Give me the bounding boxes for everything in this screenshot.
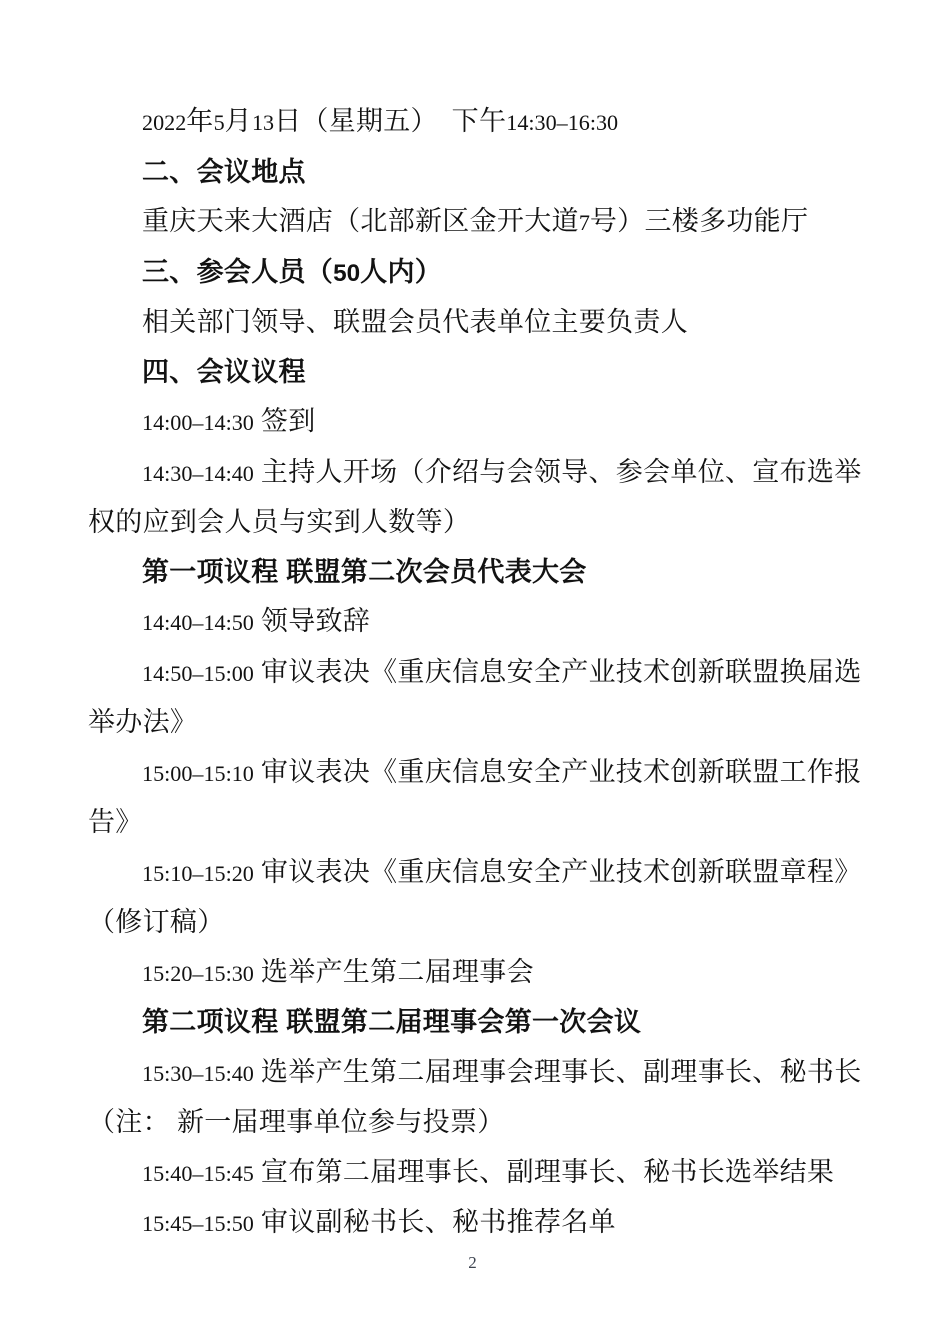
document-line: 14:50–15:00 审议表决《重庆信息安全产业技术创新联盟换届选 <box>142 656 862 687</box>
latin-text: 15:00–15:10 <box>142 760 254 786</box>
latin-text: 2022 <box>142 110 187 135</box>
document-line: 2022年5月13日（星期五） 下午14:30–16:30 <box>142 106 619 136</box>
latin-text: 50 <box>333 259 361 287</box>
document-content <box>88 97 878 1249</box>
document-line: 举办法》 <box>88 707 198 737</box>
document-line: 15:45–15:50 审议副秘书长、秘书推荐名单 <box>142 1207 616 1237</box>
latin-text: 14:30–16:30 <box>506 110 619 135</box>
document-line: 告》 <box>88 807 143 837</box>
latin-text: 14:40–14:50 <box>142 610 254 635</box>
latin-text: 15:40–15:45 <box>142 1160 254 1186</box>
document-line: 15:10–15:20 审议表决《重庆信息安全产业技术创新联盟章程》 <box>142 856 862 887</box>
section-heading: 三、参会人员（50人内） <box>142 256 443 287</box>
latin-text: 7 <box>578 210 590 235</box>
document-line: 15:00–15:10 审议表决《重庆信息安全产业技术创新联盟工作报 <box>142 756 862 787</box>
document-line: 14:30–14:40 主持人开场（介绍与会领导、参会单位、宣布选举 <box>142 456 862 487</box>
document-line: （修订稿） <box>88 907 225 937</box>
document-line: （注： 新一届理事单位参与投票） <box>88 1107 505 1137</box>
document-line: 重庆天来大酒店（北部新区金开大道7号）三楼多功能厅 <box>142 206 809 236</box>
document-line: 15:40–15:45 宣布第二届理事长、副理事长、秘书长选举结果 <box>142 1156 835 1187</box>
section-heading: 第二项议程 联盟第二届理事会第一次会议 <box>142 1007 642 1037</box>
latin-text: 13 <box>251 110 275 135</box>
latin-text: 15:20–15:30 <box>142 960 254 986</box>
latin-text: 5 <box>213 110 225 135</box>
section-heading: 四、会议议程 <box>142 356 306 387</box>
latin-text: 14:00–14:30 <box>142 410 254 435</box>
latin-text: 15:30–15:40 <box>142 1060 254 1086</box>
document-line: 相关部门领导、联盟会员代表单位主要负责人 <box>142 307 688 337</box>
latin-text: 14:30–14:40 <box>142 460 254 486</box>
section-heading: 第一项议程 联盟第二次会员代表大会 <box>142 556 587 587</box>
latin-text: 15:45–15:50 <box>142 1211 254 1236</box>
latin-text: 15:10–15:20 <box>142 860 254 886</box>
document-line: 15:20–15:30 选举产生第二届理事会 <box>142 956 534 987</box>
section-heading: 二、会议地点 <box>142 156 306 187</box>
document-line: 权的应到会人员与实到人数等） <box>88 507 471 537</box>
page-number: 2 <box>468 1253 477 1272</box>
latin-text: 14:50–15:00 <box>142 660 254 686</box>
document-line: 14:40–14:50 领导致辞 <box>142 606 371 636</box>
document-line: 14:00–14:30 签到 <box>142 406 316 436</box>
document-line: 15:30–15:40 选举产生第二届理事会理事长、副理事长、秘书长 <box>142 1056 862 1087</box>
